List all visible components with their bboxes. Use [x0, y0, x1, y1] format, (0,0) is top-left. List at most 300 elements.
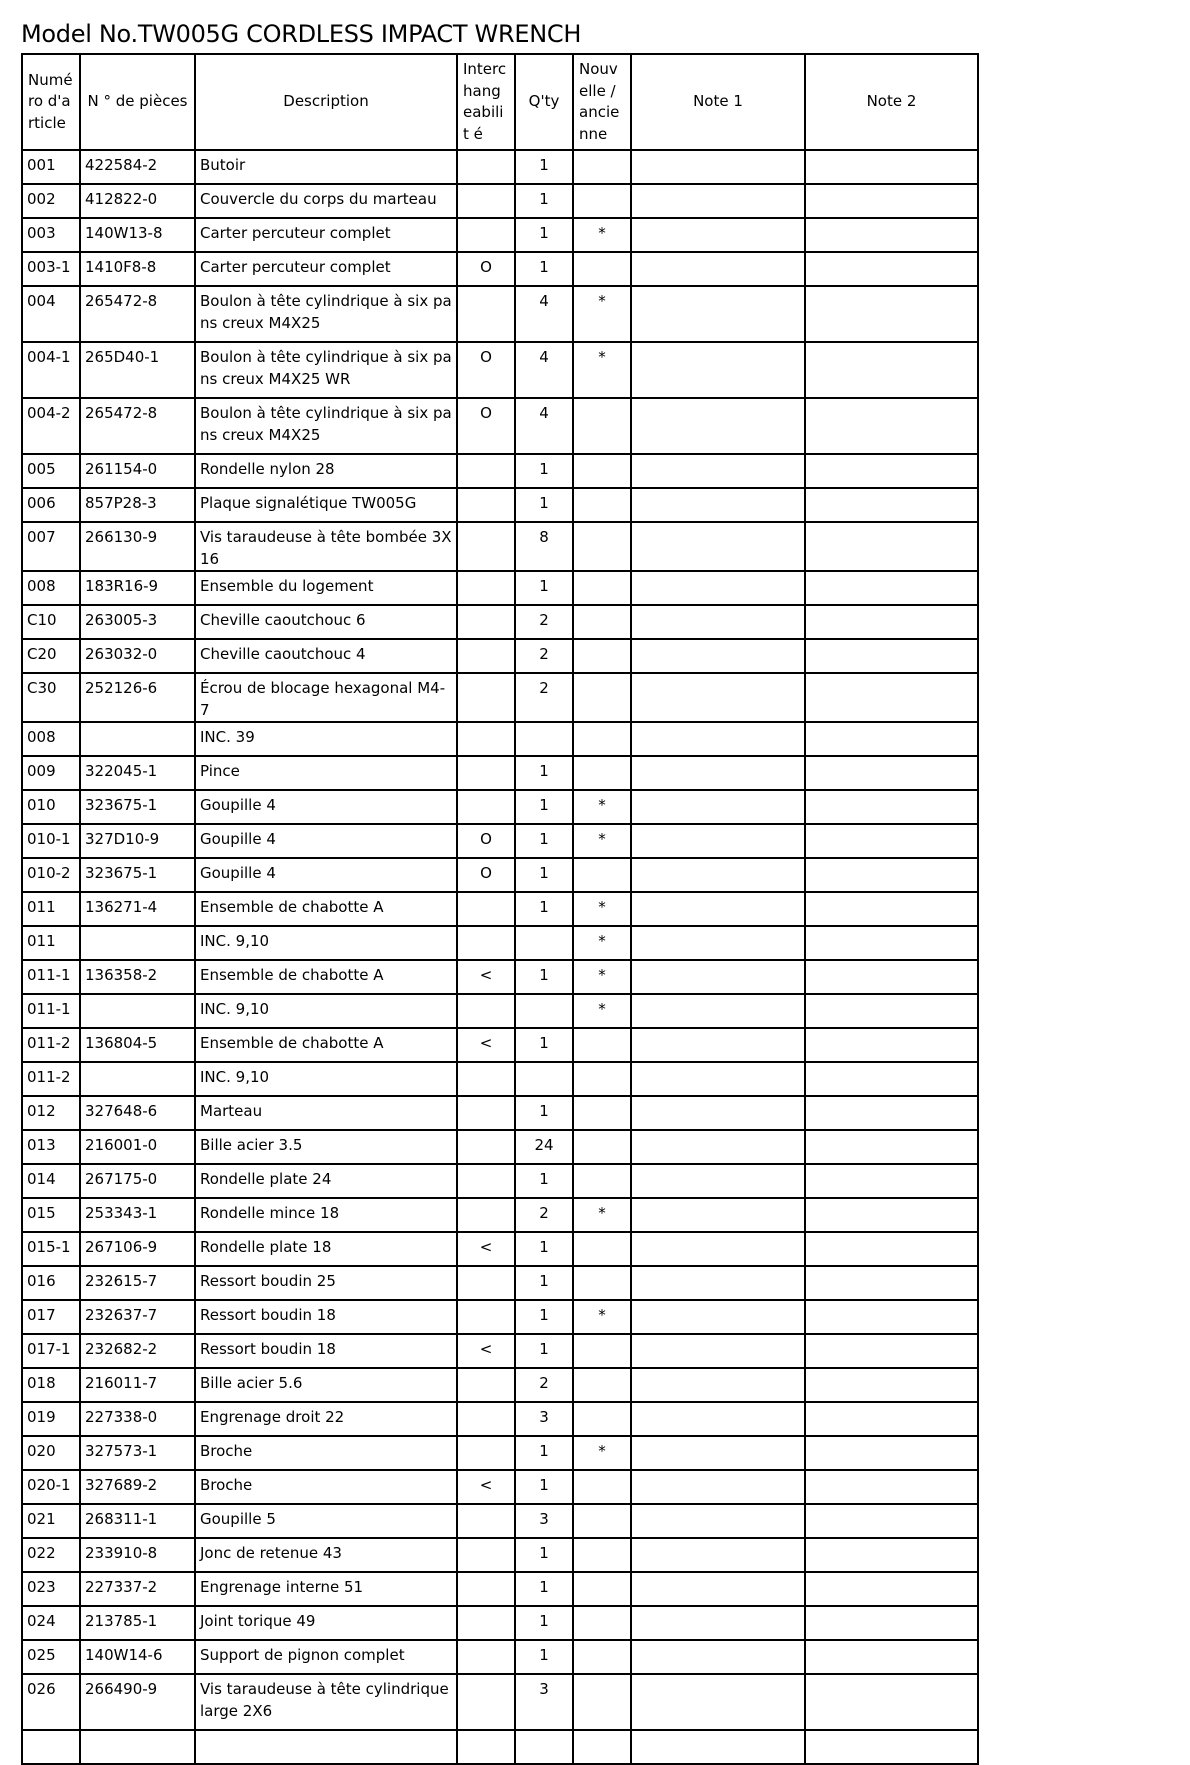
cell-item-number: 017 [22, 1300, 80, 1334]
cell-note-2 [805, 488, 978, 522]
cell-description: Carter percuteur complet [195, 252, 457, 286]
cell-new-old [573, 1606, 631, 1640]
cell-part-number [80, 1062, 195, 1096]
cell-interchangeability [457, 605, 515, 639]
cell-note-2 [805, 218, 978, 252]
cell-item-number: 007 [22, 522, 80, 571]
cell-item-number: 008 [22, 571, 80, 605]
table-row [22, 286, 978, 342]
cell-note-1 [631, 1130, 805, 1164]
cell-item-number: 013 [22, 1130, 80, 1164]
cell-new-old [573, 1674, 631, 1730]
cell-interchangeability [457, 722, 515, 756]
cell-note-2 [805, 926, 978, 960]
cell-note-2 [805, 522, 978, 571]
table-row [22, 1504, 978, 1538]
cell-new-old [573, 605, 631, 639]
cell-quantity: 1 [515, 571, 573, 605]
cell-quantity: 1 [515, 184, 573, 218]
cell-description: Plaque signalétique TW005G [195, 488, 457, 522]
cell-new-old: * [573, 342, 631, 398]
cell-quantity: 2 [515, 673, 573, 722]
cell-quantity: 1 [515, 1470, 573, 1504]
cell-item-number: 011-2 [22, 1028, 80, 1062]
cell-new-old [573, 1266, 631, 1300]
cell-note-1 [631, 1028, 805, 1062]
cell-part-number: 213785-1 [80, 1606, 195, 1640]
table-row [22, 571, 978, 605]
cell-quantity: 1 [515, 488, 573, 522]
cell-item-number: 014 [22, 1164, 80, 1198]
cell-note-1 [631, 1572, 805, 1606]
cell-note-2 [805, 605, 978, 639]
cell-note-1 [631, 790, 805, 824]
cell-part-number [80, 1730, 195, 1764]
cell-description: Pince [195, 756, 457, 790]
table-row [22, 218, 978, 252]
cell-part-number: 140W13-8 [80, 218, 195, 252]
cell-description: Cheville caoutchouc 6 [195, 605, 457, 639]
cell-part-number: 265D40-1 [80, 342, 195, 398]
cell-description: Broche [195, 1470, 457, 1504]
cell-quantity: 1 [515, 960, 573, 994]
cell-part-number: 412822-0 [80, 184, 195, 218]
cell-new-old [573, 1164, 631, 1198]
cell-part-number: 227338-0 [80, 1402, 195, 1436]
table-row [22, 1538, 978, 1572]
cell-interchangeability: O [457, 252, 515, 286]
cell-note-2 [805, 1470, 978, 1504]
cell-interchangeability [457, 218, 515, 252]
cell-interchangeability [457, 1504, 515, 1538]
cell-new-old [573, 398, 631, 454]
cell-quantity: 8 [515, 522, 573, 571]
table-row [22, 960, 978, 994]
cell-description: Rondelle plate 24 [195, 1164, 457, 1198]
table-row [22, 252, 978, 286]
cell-interchangeability [457, 1640, 515, 1674]
cell-interchangeability [457, 1266, 515, 1300]
cell-note-2 [805, 1062, 978, 1096]
table-row [22, 1130, 978, 1164]
header-quantity: Q'ty [515, 54, 573, 150]
cell-description: Ensemble du logement [195, 571, 457, 605]
cell-description: Ressort boudin 18 [195, 1300, 457, 1334]
cell-quantity: 4 [515, 398, 573, 454]
cell-note-1 [631, 398, 805, 454]
cell-note-2 [805, 454, 978, 488]
table-row [22, 756, 978, 790]
cell-description: Engrenage droit 22 [195, 1402, 457, 1436]
cell-description: Vis taraudeuse à tête bombée 3X16 [195, 522, 457, 571]
cell-new-old [573, 1572, 631, 1606]
cell-note-2 [805, 756, 978, 790]
cell-new-old [573, 1730, 631, 1764]
table-row [22, 722, 978, 756]
cell-quantity: 1 [515, 1436, 573, 1470]
cell-interchangeability [457, 286, 515, 342]
cell-interchangeability [457, 1130, 515, 1164]
cell-item-number [22, 1730, 80, 1764]
cell-part-number: 261154-0 [80, 454, 195, 488]
cell-description: Bille acier 5.6 [195, 1368, 457, 1402]
cell-part-number: 263005-3 [80, 605, 195, 639]
table-row [22, 398, 978, 454]
cell-note-1 [631, 571, 805, 605]
cell-item-number: 015-1 [22, 1232, 80, 1266]
cell-interchangeability: < [457, 1232, 515, 1266]
cell-interchangeability: < [457, 1028, 515, 1062]
cell-note-2 [805, 722, 978, 756]
cell-quantity: 1 [515, 150, 573, 184]
cell-description: Jonc de retenue 43 [195, 1538, 457, 1572]
cell-quantity: 1 [515, 1640, 573, 1674]
cell-note-2 [805, 286, 978, 342]
cell-interchangeability [457, 150, 515, 184]
cell-quantity: 2 [515, 639, 573, 673]
cell-note-1 [631, 252, 805, 286]
cell-new-old: * [573, 994, 631, 1028]
cell-item-number: 005 [22, 454, 80, 488]
cell-item-number: 019 [22, 1402, 80, 1436]
header-part-number: N ° de pièces [80, 54, 195, 150]
parts-table-body [22, 150, 978, 1764]
table-row [22, 1674, 978, 1730]
cell-part-number: 136358-2 [80, 960, 195, 994]
cell-description: INC. 9,10 [195, 1062, 457, 1096]
cell-part-number: 216011-7 [80, 1368, 195, 1402]
cell-new-old: * [573, 286, 631, 342]
cell-item-number: 004-2 [22, 398, 80, 454]
cell-item-number: 026 [22, 1674, 80, 1730]
cell-description: Vis taraudeuse à tête cylindrique large 2X6 [195, 1674, 457, 1730]
cell-item-number: 018 [22, 1368, 80, 1402]
cell-new-old [573, 639, 631, 673]
cell-note-1 [631, 1300, 805, 1334]
cell-quantity [515, 1730, 573, 1764]
cell-part-number: 136804-5 [80, 1028, 195, 1062]
cell-note-1 [631, 1062, 805, 1096]
cell-item-number: 004 [22, 286, 80, 342]
cell-note-2 [805, 1640, 978, 1674]
cell-interchangeability [457, 926, 515, 960]
cell-new-old [573, 858, 631, 892]
cell-note-1 [631, 1232, 805, 1266]
cell-quantity: 1 [515, 1096, 573, 1130]
cell-quantity: 4 [515, 286, 573, 342]
table-row [22, 1436, 978, 1470]
cell-note-1 [631, 218, 805, 252]
cell-interchangeability [457, 1538, 515, 1572]
cell-item-number: 011 [22, 926, 80, 960]
cell-note-2 [805, 1368, 978, 1402]
cell-note-2 [805, 1164, 978, 1198]
cell-part-number: 252126-6 [80, 673, 195, 722]
cell-quantity: 1 [515, 1606, 573, 1640]
header-item-number: Numé ro d'a rticle [22, 54, 80, 150]
cell-description: Ressort boudin 25 [195, 1266, 457, 1300]
cell-interchangeability [457, 1402, 515, 1436]
table-row [22, 639, 978, 673]
cell-new-old [573, 1096, 631, 1130]
header-description: Description [195, 54, 457, 150]
cell-description: Broche [195, 1436, 457, 1470]
cell-item-number: C10 [22, 605, 80, 639]
table-row [22, 824, 978, 858]
cell-note-2 [805, 150, 978, 184]
cell-interchangeability [457, 1198, 515, 1232]
cell-quantity: 1 [515, 824, 573, 858]
cell-note-1 [631, 1640, 805, 1674]
header-note-2: Note 2 [805, 54, 978, 150]
cell-new-old [573, 1028, 631, 1062]
cell-part-number: 265472-8 [80, 286, 195, 342]
cell-new-old [573, 1640, 631, 1674]
cell-quantity: 1 [515, 1334, 573, 1368]
cell-new-old [573, 1504, 631, 1538]
cell-item-number: 022 [22, 1538, 80, 1572]
cell-description: Boulon à tête cylindrique à six pans creux M4X25 WR [195, 342, 457, 398]
cell-part-number: 323675-1 [80, 858, 195, 892]
cell-interchangeability [457, 571, 515, 605]
cell-new-old [573, 1538, 631, 1572]
cell-item-number: 003-1 [22, 252, 80, 286]
cell-description: Boulon à tête cylindrique à six pans creux M4X25 [195, 286, 457, 342]
cell-part-number: 327573-1 [80, 1436, 195, 1470]
cell-new-old: * [573, 1300, 631, 1334]
cell-note-1 [631, 1730, 805, 1764]
cell-quantity: 1 [515, 1538, 573, 1572]
cell-note-2 [805, 824, 978, 858]
cell-note-1 [631, 926, 805, 960]
cell-note-2 [805, 892, 978, 926]
cell-new-old [573, 722, 631, 756]
cell-note-2 [805, 1402, 978, 1436]
table-row [22, 454, 978, 488]
cell-note-1 [631, 1368, 805, 1402]
cell-note-1 [631, 1674, 805, 1730]
cell-description: Goupille 5 [195, 1504, 457, 1538]
cell-item-number: 010-1 [22, 824, 80, 858]
cell-item-number: 010-2 [22, 858, 80, 892]
parts-table [21, 53, 979, 1765]
cell-part-number: 266130-9 [80, 522, 195, 571]
cell-note-2 [805, 1606, 978, 1640]
cell-new-old [573, 673, 631, 722]
cell-note-1 [631, 994, 805, 1028]
cell-note-1 [631, 605, 805, 639]
cell-description: Ressort boudin 18 [195, 1334, 457, 1368]
cell-description: Support de pignon complet [195, 1640, 457, 1674]
cell-new-old [573, 184, 631, 218]
cell-description: INC. 9,10 [195, 926, 457, 960]
cell-part-number: 233910-8 [80, 1538, 195, 1572]
cell-new-old [573, 1062, 631, 1096]
cell-note-2 [805, 571, 978, 605]
cell-quantity: 1 [515, 252, 573, 286]
cell-part-number: 422584-2 [80, 150, 195, 184]
cell-note-1 [631, 1470, 805, 1504]
cell-quantity: 4 [515, 342, 573, 398]
cell-item-number: C20 [22, 639, 80, 673]
cell-note-2 [805, 1436, 978, 1470]
cell-quantity [515, 722, 573, 756]
header-row [22, 54, 978, 150]
cell-note-2 [805, 858, 978, 892]
cell-note-1 [631, 1334, 805, 1368]
cell-note-2 [805, 342, 978, 398]
cell-description: Ensemble de chabotte A [195, 1028, 457, 1062]
cell-item-number: 021 [22, 1504, 80, 1538]
cell-new-old: * [573, 1198, 631, 1232]
table-row [22, 926, 978, 960]
cell-description: Engrenage interne 51 [195, 1572, 457, 1606]
cell-note-2 [805, 252, 978, 286]
table-row [22, 1028, 978, 1062]
table-row [22, 1470, 978, 1504]
cell-description: Ensemble de chabotte A [195, 960, 457, 994]
table-row [22, 342, 978, 398]
cell-new-old [573, 454, 631, 488]
cell-quantity: 1 [515, 1266, 573, 1300]
cell-part-number: 327D10-9 [80, 824, 195, 858]
cell-interchangeability: O [457, 398, 515, 454]
cell-new-old: * [573, 926, 631, 960]
cell-item-number: 017-1 [22, 1334, 80, 1368]
table-row [22, 1402, 978, 1436]
table-row [22, 184, 978, 218]
cell-quantity: 1 [515, 858, 573, 892]
cell-note-1 [631, 892, 805, 926]
cell-part-number: 263032-0 [80, 639, 195, 673]
cell-item-number: 020-1 [22, 1470, 80, 1504]
cell-item-number: 010 [22, 790, 80, 824]
cell-part-number: 232615-7 [80, 1266, 195, 1300]
cell-part-number [80, 994, 195, 1028]
cell-quantity: 3 [515, 1504, 573, 1538]
cell-interchangeability [457, 1606, 515, 1640]
table-row [22, 1368, 978, 1402]
cell-quantity: 1 [515, 1164, 573, 1198]
cell-quantity: 2 [515, 605, 573, 639]
cell-interchangeability: O [457, 342, 515, 398]
cell-new-old [573, 1470, 631, 1504]
cell-note-1 [631, 1606, 805, 1640]
table-row [22, 1096, 978, 1130]
table-row [22, 522, 978, 571]
table-row [22, 1300, 978, 1334]
cell-interchangeability [457, 1436, 515, 1470]
table-row [22, 1232, 978, 1266]
cell-new-old [573, 1334, 631, 1368]
cell-note-1 [631, 673, 805, 722]
table-row [22, 1334, 978, 1368]
cell-part-number: 253343-1 [80, 1198, 195, 1232]
cell-part-number: 267175-0 [80, 1164, 195, 1198]
cell-quantity: 2 [515, 1198, 573, 1232]
table-row [22, 150, 978, 184]
cell-interchangeability [457, 892, 515, 926]
cell-note-1 [631, 1164, 805, 1198]
cell-note-1 [631, 1436, 805, 1470]
cell-interchangeability: < [457, 1334, 515, 1368]
cell-part-number: 327689-2 [80, 1470, 195, 1504]
cell-item-number: 011 [22, 892, 80, 926]
cell-description [195, 1730, 457, 1764]
cell-new-old: * [573, 960, 631, 994]
parts-table-container [21, 53, 977, 1720]
cell-description: INC. 39 [195, 722, 457, 756]
header-interchangeability: Interc hang eabilit é [457, 54, 515, 150]
table-row [22, 1606, 978, 1640]
cell-item-number: 024 [22, 1606, 80, 1640]
cell-note-2 [805, 673, 978, 722]
cell-description: Rondelle plate 18 [195, 1232, 457, 1266]
cell-item-number: 020 [22, 1436, 80, 1470]
cell-note-1 [631, 488, 805, 522]
cell-new-old: * [573, 824, 631, 858]
cell-item-number: 006 [22, 488, 80, 522]
cell-note-1 [631, 756, 805, 790]
cell-new-old [573, 571, 631, 605]
cell-description: Rondelle nylon 28 [195, 454, 457, 488]
cell-note-1 [631, 1096, 805, 1130]
cell-new-old: * [573, 1436, 631, 1470]
table-row [22, 1198, 978, 1232]
table-row [22, 673, 978, 722]
cell-quantity: 3 [515, 1674, 573, 1730]
cell-item-number: 002 [22, 184, 80, 218]
cell-note-2 [805, 1028, 978, 1062]
cell-quantity: 2 [515, 1368, 573, 1402]
cell-note-2 [805, 1572, 978, 1606]
cell-note-1 [631, 184, 805, 218]
cell-interchangeability: < [457, 960, 515, 994]
cell-note-2 [805, 1504, 978, 1538]
cell-interchangeability [457, 1572, 515, 1606]
cell-part-number: 327648-6 [80, 1096, 195, 1130]
cell-interchangeability [457, 522, 515, 571]
cell-description: Goupille 4 [195, 790, 457, 824]
cell-quantity: 1 [515, 218, 573, 252]
cell-note-1 [631, 1266, 805, 1300]
cell-note-1 [631, 858, 805, 892]
cell-quantity: 24 [515, 1130, 573, 1164]
cell-note-2 [805, 1538, 978, 1572]
cell-part-number: 1410F8-8 [80, 252, 195, 286]
cell-interchangeability [457, 790, 515, 824]
cell-note-1 [631, 1504, 805, 1538]
cell-note-2 [805, 639, 978, 673]
header-new-old: Nouv elle / ancie nne [573, 54, 631, 150]
cell-quantity: 1 [515, 892, 573, 926]
cell-new-old [573, 150, 631, 184]
cell-description: Rondelle mince 18 [195, 1198, 457, 1232]
cell-description: Marteau [195, 1096, 457, 1130]
cell-interchangeability [457, 488, 515, 522]
table-row [22, 994, 978, 1028]
cell-note-1 [631, 454, 805, 488]
header-note-1: Note 1 [631, 54, 805, 150]
cell-new-old [573, 1402, 631, 1436]
cell-part-number: 322045-1 [80, 756, 195, 790]
cell-item-number: 012 [22, 1096, 80, 1130]
cell-new-old [573, 1232, 631, 1266]
table-row [22, 1266, 978, 1300]
cell-part-number: 857P28-3 [80, 488, 195, 522]
cell-note-2 [805, 994, 978, 1028]
cell-part-number: 323675-1 [80, 790, 195, 824]
